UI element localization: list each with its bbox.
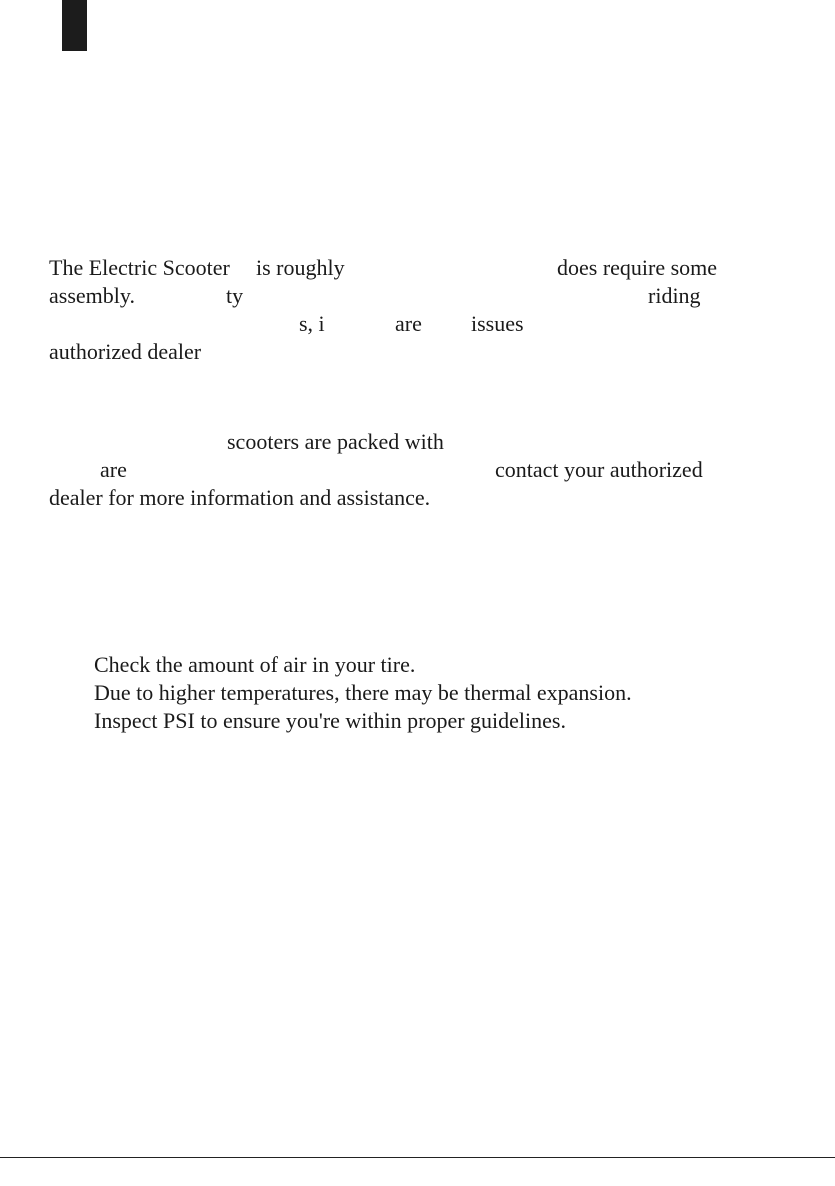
text-fragment: assembly. [49, 283, 135, 308]
text-fragment: dealer for more information and assistance. [49, 485, 431, 510]
text-fragment: The Electric Scooter [49, 255, 230, 280]
text-fragment: scooters are packed with [227, 429, 444, 454]
text-fragment: contact your authorized [495, 457, 703, 482]
text-fragment: ty [226, 283, 244, 308]
text-fragment: riding [648, 283, 701, 308]
text-fragment: s, i [299, 311, 325, 336]
checklist-item: Check the amount of air in your tire. [94, 652, 416, 677]
checklist-item: Inspect PSI to ensure you're within proper guidelines. [94, 708, 566, 733]
page-corner-tab [62, 0, 87, 51]
footer-divider [0, 1157, 835, 1158]
text-fragment: authorized dealer [49, 339, 202, 364]
text-fragment: issues [471, 311, 524, 336]
text-fragment: is roughly [256, 255, 345, 280]
text-fragment: are [100, 457, 127, 482]
checklist-item: Due to higher temperatures, there may be thermal expansion. [94, 680, 632, 705]
text-fragment: does require some [557, 255, 718, 280]
text-fragment: are [395, 311, 422, 336]
